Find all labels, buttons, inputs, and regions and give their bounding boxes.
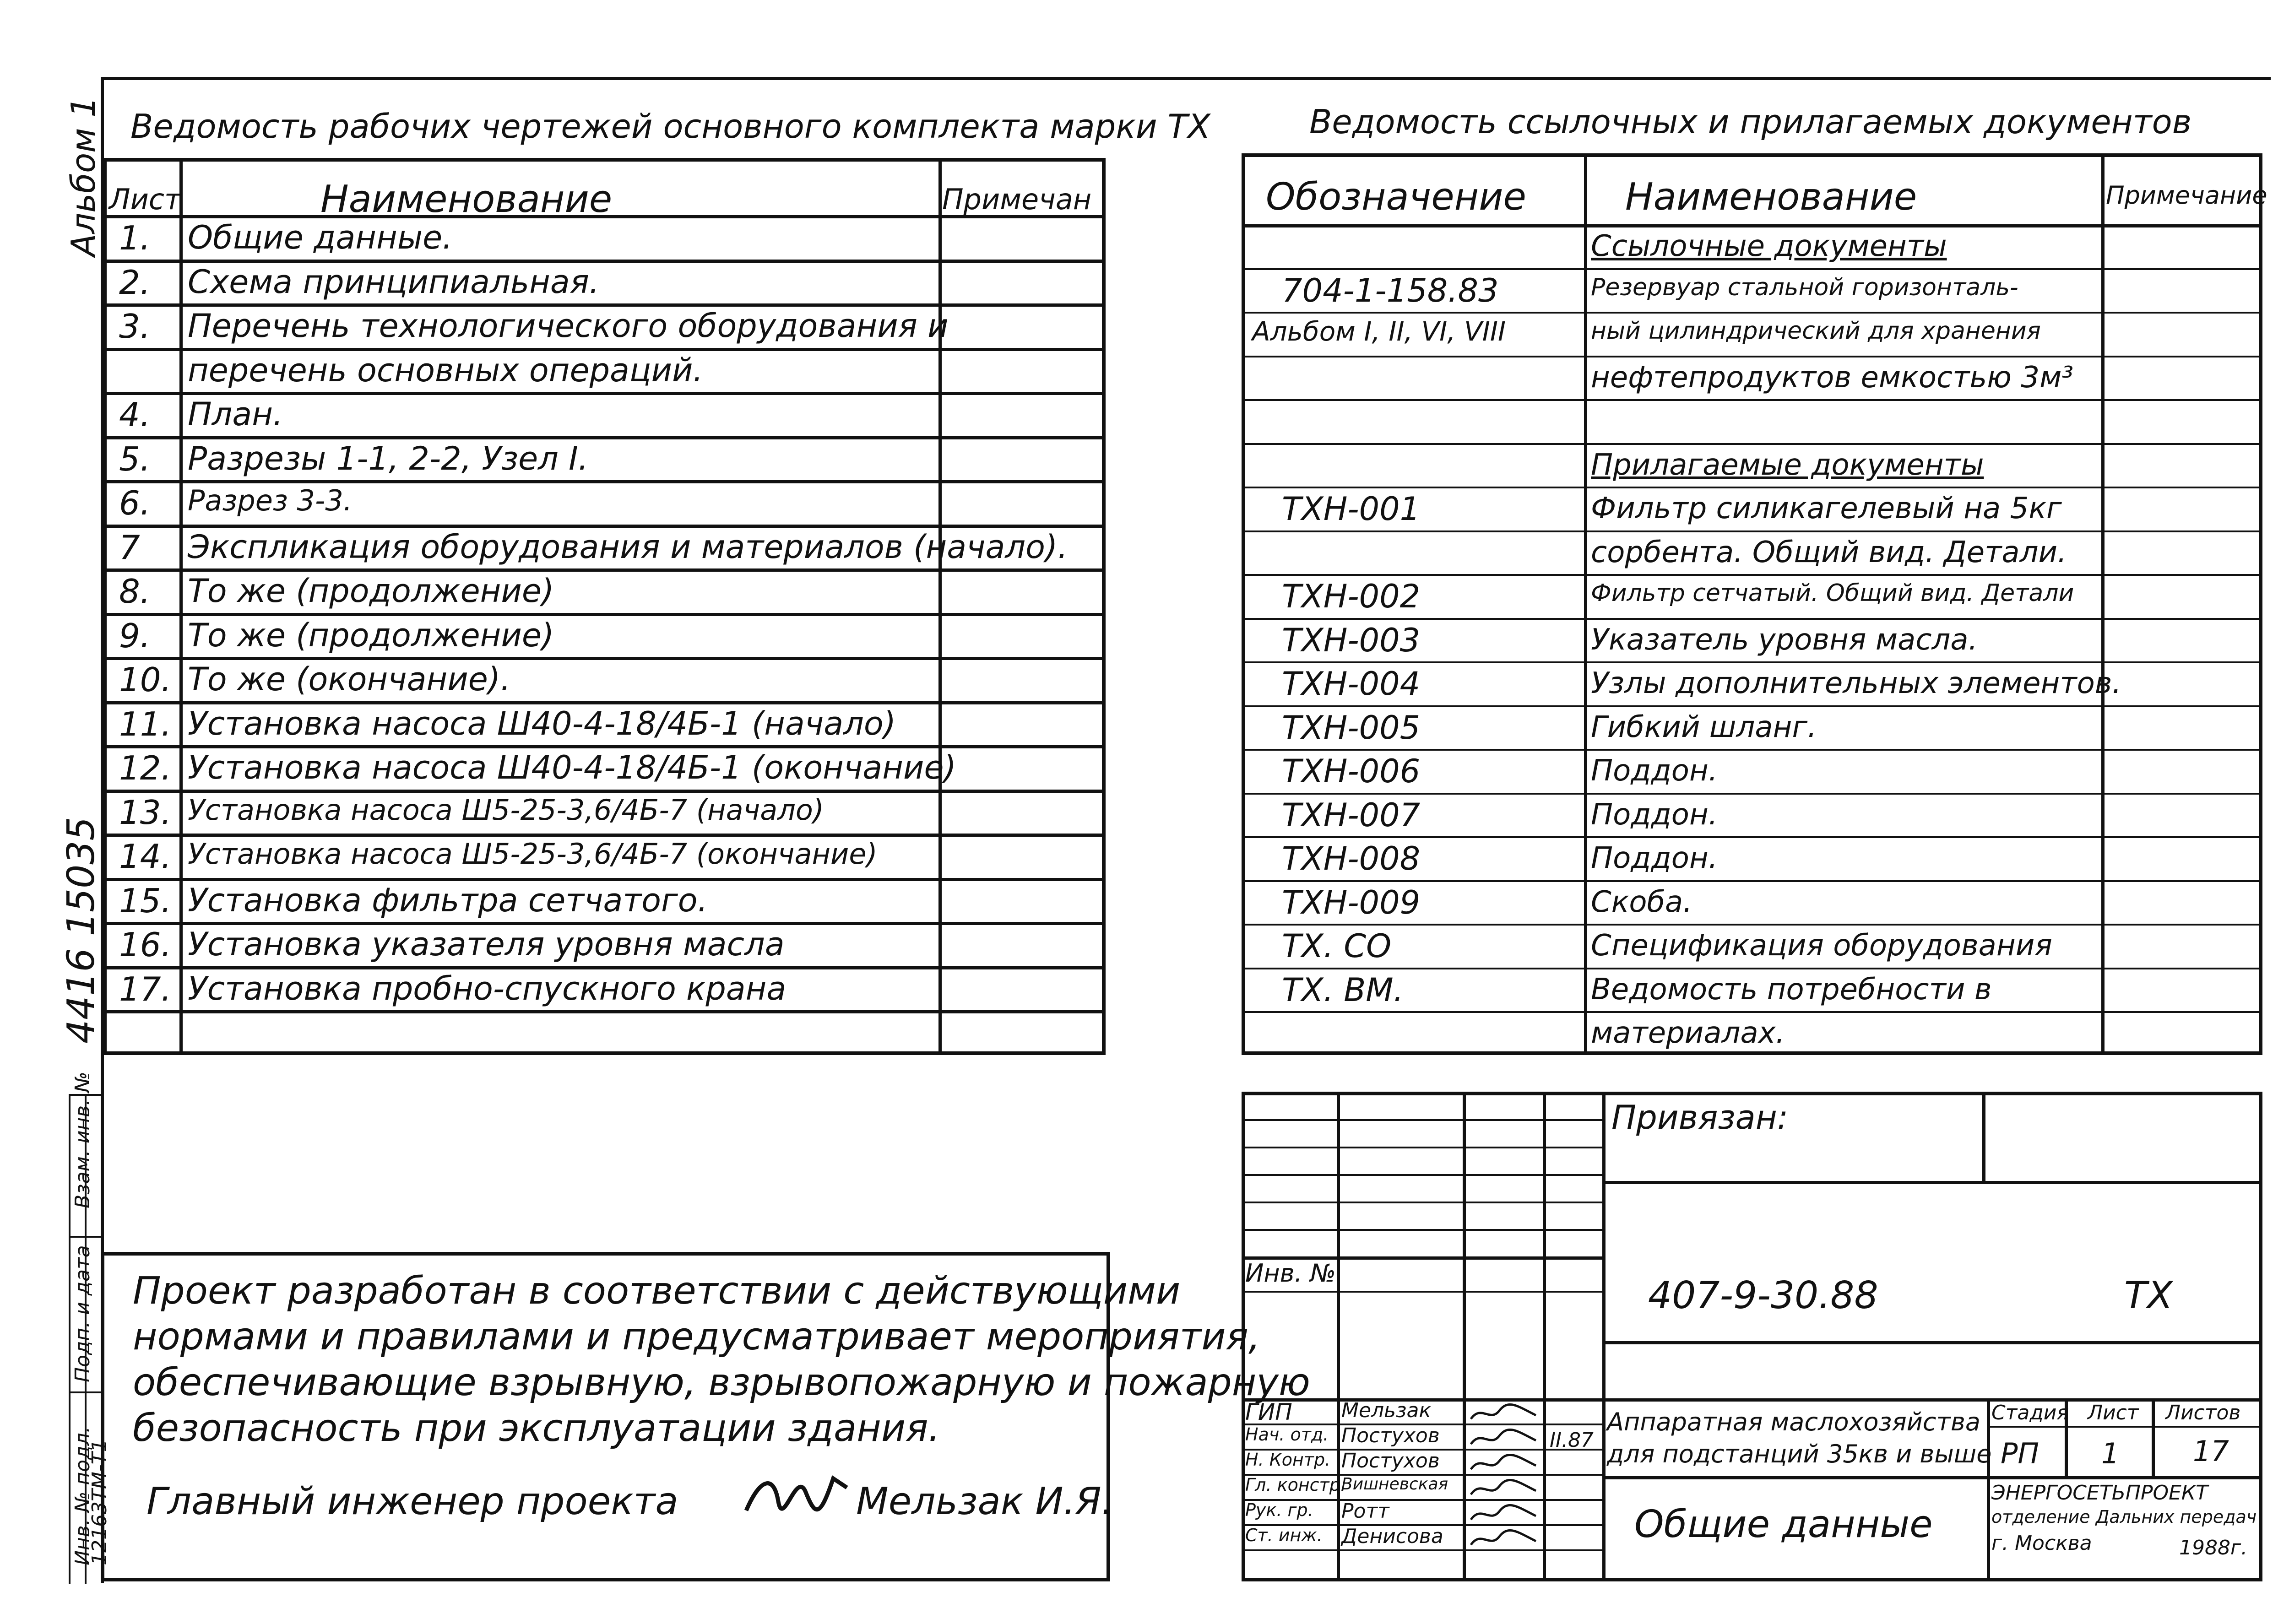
left-row-divider — [103, 392, 1106, 395]
sheets-value: 17 — [2193, 1435, 2229, 1468]
stamp-grid-line — [1242, 1147, 1603, 1148]
right-row-divider — [1242, 968, 2262, 969]
left-row-name: Общие данные. — [188, 219, 453, 256]
stamp-signature — [1467, 1528, 1540, 1550]
stage-value: РП — [2001, 1437, 2039, 1470]
object-name-line-1: Аппаратная маслохозяйства — [1607, 1407, 1980, 1436]
left-row-divider — [103, 834, 1106, 837]
stamp-role: ГИП — [1245, 1399, 1292, 1425]
left-row-divider — [103, 348, 1106, 351]
stamp-role: Рук. гр. — [1245, 1500, 1313, 1520]
stamp-role: Н. Контр. — [1245, 1450, 1331, 1470]
left-row-divider — [103, 260, 1106, 263]
left-row-sheet: 14. — [119, 837, 172, 876]
left-row-name: Экспликация оборудования и материалов (начало). — [188, 528, 1068, 566]
stamp-grid-line — [1242, 1202, 1603, 1203]
left-row-sheet: 8. — [119, 572, 151, 611]
stamp-grid-line — [2152, 1398, 2155, 1476]
left-row-name: То же (окончание). — [188, 660, 511, 698]
right-table-col-divider — [2101, 153, 2105, 1055]
margin-label-inv: Инв. № подл. — [71, 1426, 94, 1565]
left-row-divider — [103, 966, 1106, 969]
right-row-name: Ссылочные документы — [1591, 229, 1947, 263]
margin-strip-line — [69, 1391, 101, 1393]
margin-strip-line — [69, 1094, 71, 1584]
stamp-person: Денисова — [1341, 1525, 1443, 1548]
left-table-title: Ведомость рабочих чертежей основного комплекта марки ТХ — [130, 107, 1210, 146]
stamp-grid-line — [1337, 1092, 1340, 1581]
stamp-grid-line — [1602, 1092, 1606, 1581]
sheet-value: 1 — [2101, 1437, 2120, 1470]
stamp-grid-line — [1602, 1181, 2262, 1184]
left-row-divider — [103, 701, 1106, 704]
right-header-designation: Обозначение — [1266, 175, 1526, 219]
left-row-name: Установка фильтра сетчатого. — [188, 881, 708, 919]
right-row-designation: ТХН-001 — [1282, 490, 1421, 528]
right-row-name: сорбента. Общий вид. Детали. — [1591, 535, 2067, 569]
right-row-name: Фильтр сетчатый. Общий вид. Детали — [1591, 579, 2074, 607]
right-row-name: Спецификация оборудования — [1591, 929, 2052, 963]
stamp-grid-line — [1602, 1476, 2262, 1479]
chief-engineer-signature — [742, 1460, 852, 1529]
left-row-sheet: 15. — [119, 881, 172, 920]
right-row-divider — [1242, 268, 2262, 270]
left-row-name: Установка насоса Ш40-4-18/4Б-1 (начало) — [188, 704, 896, 742]
margin-label-sign: Подп. и дата — [71, 1245, 94, 1382]
right-row-name: Прилагаемые документы — [1591, 448, 1984, 482]
left-row-name: Установка указателя уровня масла — [188, 926, 785, 963]
right-row-name: Поддон. — [1591, 841, 1718, 875]
stamp-grid-line — [1242, 1291, 1603, 1293]
sheet-label: Лист — [2088, 1401, 2139, 1424]
left-row-divider — [103, 613, 1106, 616]
left-row-name: То же (продолжение) — [188, 572, 554, 610]
document-mark: ТХ — [2124, 1274, 2173, 1317]
left-row-sheet: 5. — [119, 439, 151, 478]
stamp-role: Гл. констр. — [1245, 1475, 1346, 1495]
right-row-divider — [1242, 836, 2262, 838]
right-row-designation: ТХН-005 — [1282, 709, 1421, 747]
stamp-role: Ст. инж. — [1245, 1525, 1323, 1545]
inventory-label: Инв. № — [1245, 1259, 1336, 1288]
stamp-grid-line — [1242, 1549, 1603, 1551]
left-row-divider — [103, 568, 1106, 572]
right-row-divider — [1242, 531, 2262, 532]
right-row-divider — [1242, 924, 2262, 926]
right-row-designation: ТХН-009 — [1282, 883, 1421, 921]
left-row-name: План. — [188, 395, 283, 433]
album-label: Альбом 1 — [64, 96, 103, 256]
right-row-name: Поддон. — [1591, 754, 1718, 788]
stage-label: Стадия — [1991, 1401, 2069, 1424]
left-row-sheet: 1. — [119, 219, 151, 257]
left-row-divider — [103, 215, 1106, 218]
stamp-signature — [1467, 1478, 1540, 1500]
left-header-sheet: Лист — [109, 183, 181, 216]
right-row-name: Резервуар стальной горизонталь- — [1591, 273, 2018, 301]
document-code: 407-9-30.88 — [1648, 1274, 1878, 1317]
right-row-name: Указатель уровня масла. — [1591, 623, 1978, 657]
right-row-divider — [1242, 443, 2262, 445]
stamp-grid-line — [1242, 1119, 1603, 1121]
stamp-grid-line — [1463, 1092, 1466, 1581]
right-row-designation: ТХН-004 — [1282, 665, 1421, 703]
stamp-person: Постухов — [1341, 1424, 1440, 1447]
stamp-person: Мельзак — [1341, 1399, 1432, 1422]
left-row-divider — [103, 1010, 1106, 1013]
organization-city: г. Москва — [1991, 1532, 2092, 1555]
chief-engineer-label: Главный инженер проекта — [146, 1480, 678, 1523]
right-row-divider — [1242, 618, 2262, 620]
margin-strip-line — [69, 1236, 101, 1238]
organization-name: ЭНЕРГОСЕТЬПРОЕКТ — [1991, 1481, 2208, 1505]
left-row-divider — [103, 436, 1106, 439]
stamp-grid-line — [1602, 1341, 2262, 1344]
right-row-designation: 704-1-158.83 — [1282, 271, 1499, 309]
stamp-person: Постухов — [1341, 1449, 1440, 1472]
right-table-title: Ведомость ссылочных и прилагаемых документов — [1309, 103, 2192, 141]
left-header-note: Примечан — [942, 183, 1092, 216]
left-row-divider — [103, 303, 1106, 307]
left-row-divider — [103, 878, 1106, 881]
right-row-divider — [1242, 749, 2262, 751]
right-row-divider — [1242, 793, 2262, 795]
right-row-divider — [1242, 399, 2262, 401]
left-row-sheet: 6. — [119, 484, 151, 522]
left-row-name: Разрезы 1-1, 2-2, Узел I. — [188, 439, 589, 477]
left-row-sheet: 12. — [119, 749, 172, 787]
right-row-divider — [1242, 224, 2262, 227]
left-row-divider — [103, 922, 1106, 925]
left-row-sheet: 10. — [119, 660, 172, 699]
inventory-number: 4416 15035 — [60, 817, 103, 1044]
sheets-label: Листов — [2165, 1401, 2241, 1424]
right-row-divider — [1242, 312, 2262, 314]
left-row-divider — [103, 525, 1106, 528]
note-line-2: нормами и правилами и предусматривает мероприятия, — [133, 1315, 1261, 1359]
right-row-designation: ТХ. ВМ. — [1282, 971, 1404, 1009]
left-row-name: Схема принципиальная. — [188, 263, 600, 301]
stamp-signature — [1467, 1428, 1540, 1450]
left-row-sheet: 11. — [119, 704, 172, 743]
stamp-person: Вишневская — [1341, 1475, 1448, 1494]
left-row-name: Перечень технологического оборудования и — [188, 307, 949, 345]
right-row-divider — [1242, 574, 2262, 576]
left-row-name: Установка пробно-спускного крана — [188, 969, 787, 1007]
stamp-year: 1988г. — [2179, 1536, 2248, 1559]
margin-label-replace: Взам. инв. № — [71, 1072, 94, 1208]
right-header-note: Примечание — [2106, 181, 2267, 210]
right-row-designation: ТХН-008 — [1282, 840, 1421, 877]
stamp-grid-line — [1242, 1229, 1603, 1231]
left-header-name: Наименование — [320, 178, 613, 221]
right-table-col-divider — [1584, 153, 1587, 1055]
right-row-divider — [1242, 487, 2262, 488]
margin-side-value: 12163ТМ-Т1 — [88, 1439, 111, 1565]
right-row-name: Узлы дополнительных элементов. — [1591, 666, 2121, 700]
right-row-name: материалах. — [1591, 1016, 1785, 1050]
right-row-designation: ТХН-002 — [1282, 578, 1421, 615]
organization-branch: отделение Дальних передач — [1991, 1507, 2257, 1527]
left-row-name: Установка насоса Ш5-25-3,6/4Б-7 (начало) — [188, 793, 824, 827]
left-row-sheet: 17. — [119, 969, 172, 1008]
right-row-designation: ТХН-003 — [1282, 621, 1421, 659]
left-row-sheet: 4. — [119, 395, 151, 434]
right-row-divider — [1242, 1011, 2262, 1013]
right-row-designation: ТХН-006 — [1282, 752, 1421, 790]
left-row-sheet: 16. — [119, 926, 172, 964]
right-row-name: Поддон. — [1591, 797, 1718, 832]
stamp-grid-line — [1242, 1174, 1603, 1176]
left-table-col-divider — [938, 158, 942, 1055]
left-row-name: перечень основных операций. — [188, 351, 703, 389]
bound-label: Привязан: — [1611, 1098, 1789, 1137]
left-row-sheet: 9. — [119, 616, 151, 655]
stamp-person: Ротт — [1341, 1499, 1389, 1523]
note-line-1: Проект разработан в соответствии с действующими — [133, 1269, 1181, 1313]
note-line-3: обеспечивающие взрывную, взрывопожарную и пожарную — [133, 1361, 1310, 1404]
right-row-divider — [1242, 880, 2262, 882]
stamp-signature — [1467, 1402, 1540, 1424]
approval-date: II.87 — [1550, 1429, 1594, 1452]
left-row-sheet: 2. — [119, 263, 151, 302]
left-row-name: Установка насоса Ш5-25-3,6/4Б-7 (окончание) — [188, 837, 878, 871]
left-row-divider — [103, 657, 1106, 660]
right-header-name: Наименование — [1625, 175, 1917, 219]
stamp-grid-line — [1543, 1092, 1546, 1581]
chief-engineer-name: Мельзак И.Я. — [856, 1480, 1113, 1523]
right-row-name: ный цилиндрический для хранения — [1591, 317, 2041, 345]
sheet-title: Общие данные — [1634, 1503, 1933, 1546]
note-line-4: безопасность при эксплуатации здания. — [133, 1407, 940, 1450]
right-row-designation: ТХ. СО — [1282, 927, 1392, 965]
sheet-top-border — [101, 77, 2271, 80]
left-row-name: То же (продолжение) — [188, 616, 554, 654]
left-row-name: Установка насоса Ш40-4-18/4Б-1 (окончание) — [188, 749, 956, 786]
left-row-divider — [103, 745, 1106, 748]
left-row-name: Разрез 3-3. — [188, 484, 353, 517]
right-row-designation: ТХН-007 — [1282, 796, 1421, 834]
left-row-sheet: 3. — [119, 307, 151, 346]
stamp-role: Нач. отд. — [1245, 1424, 1329, 1445]
stamp-grid-line — [1982, 1092, 1985, 1181]
right-row-name: Гибкий шланг. — [1591, 710, 1817, 744]
stamp-signature — [1467, 1503, 1540, 1525]
stamp-grid-line — [1987, 1426, 2262, 1428]
right-row-name: Ведомость потребности в — [1591, 972, 1992, 1007]
right-row-divider — [1242, 356, 2262, 357]
object-name-line-2: для подстанций 35кв и выше — [1607, 1440, 1992, 1468]
right-row-name: Скоба. — [1591, 885, 1692, 919]
left-row-divider — [103, 790, 1106, 793]
left-row-sheet: 13. — [119, 793, 172, 832]
right-row-name: Фильтр силикагелевый на 5кг — [1591, 492, 2062, 525]
left-row-divider — [103, 480, 1106, 483]
right-row-divider — [1242, 705, 2262, 707]
left-table-col-divider — [179, 158, 183, 1055]
left-row-sheet: 7 — [119, 528, 140, 567]
stamp-signature — [1467, 1453, 1540, 1475]
right-row-designation: Альбом I, II, VI, VIII — [1252, 316, 1506, 347]
right-row-divider — [1242, 661, 2262, 663]
right-row-name: нефтепродуктов емкостью 3м³ — [1591, 360, 2074, 395]
